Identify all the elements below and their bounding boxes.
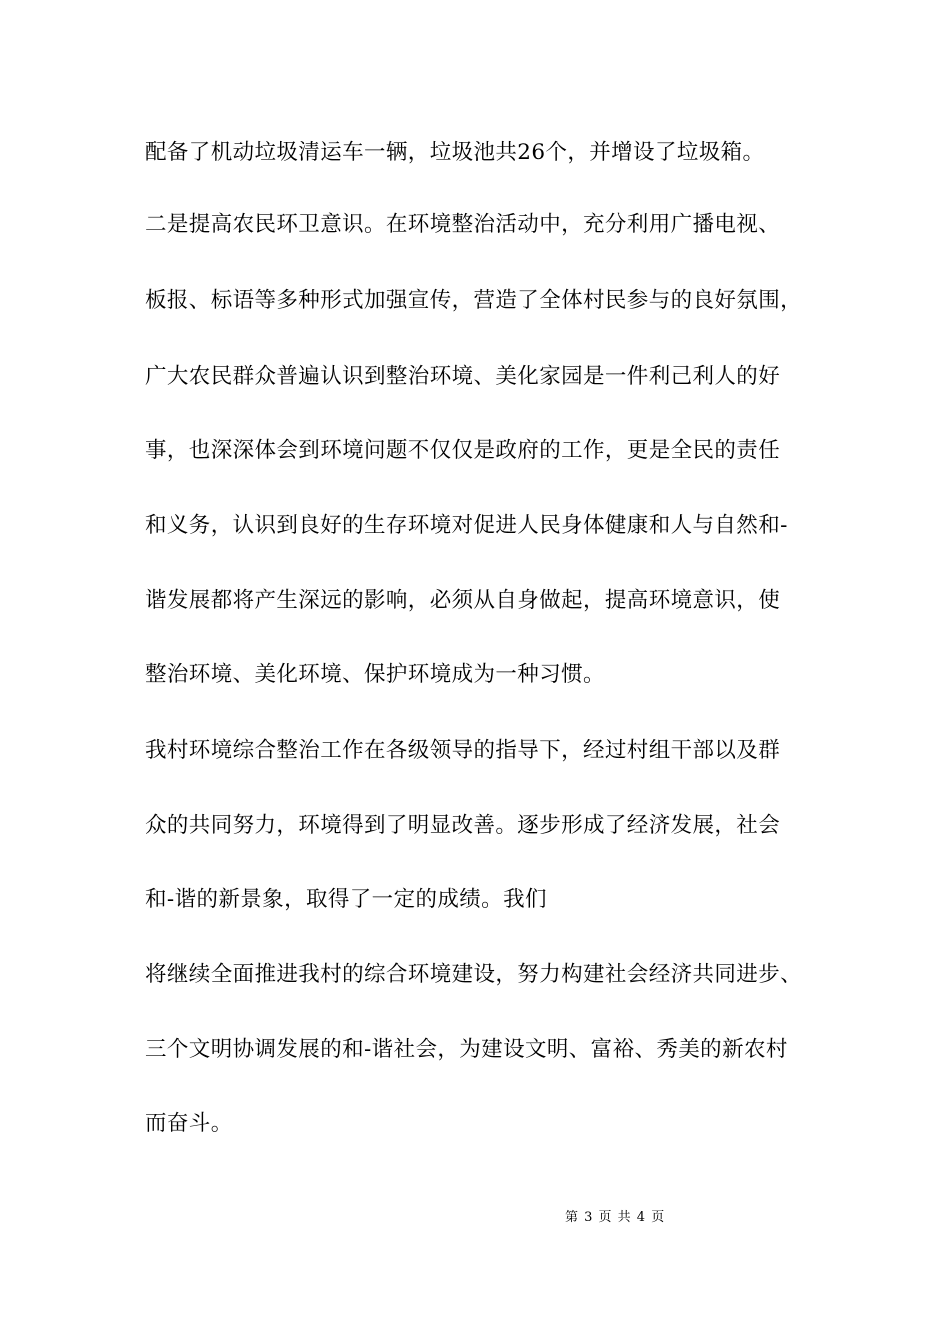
body-text-line: 三个文明协调发展的和-谐社会，为建设文明、富裕、秀美的新农村 — [145, 1037, 788, 1062]
body-text-line: 广大农民群众普遍认识到整治环境、美化家园是一件利己利人的好 — [145, 364, 781, 389]
body-text-line: 配备了机动垃圾清运车一辆，垃圾池共26个，并增设了垃圾箱。 — [145, 140, 765, 165]
body-text-line: 整治环境、美化环境、保护环境成为一种习惯。 — [145, 662, 605, 687]
body-text-line: 将继续全面推进我村的综合环境建设，努力构建社会经济共同进步、 — [145, 962, 803, 987]
page-number-footer: 第 3 页 共 4 页 — [565, 1210, 666, 1225]
body-text-line: 我村环境综合整治工作在各级领导的指导下，经过村组干部以及群 — [145, 738, 781, 763]
body-text-line: 和-谐的新景象，取得了一定的成绩。我们 — [145, 887, 547, 912]
body-text-line: 事，也深深体会到环境问题不仅仅是政府的工作，更是全民的责任 — [145, 438, 781, 463]
body-text-line: 谐发展都将产生深远的影响，必须从自身做起，提高环境意识，使 — [145, 588, 781, 613]
body-text-line: 而奋斗。 — [145, 1111, 233, 1136]
body-text-line: 众的共同努力，环境得到了明显改善。逐步形成了经济发展，社会 — [145, 813, 781, 838]
body-text-line: 和义务，认识到良好的生存环境对促进人民身体健康和人与自然和- — [145, 513, 788, 538]
body-text-line: 板报、标语等多种形式加强宣传，营造了全体村民参与的良好氛围， — [145, 288, 803, 313]
body-text-line: 二是提高农民环卫意识。在环境整治活动中，充分利用广播电视、 — [145, 212, 781, 237]
